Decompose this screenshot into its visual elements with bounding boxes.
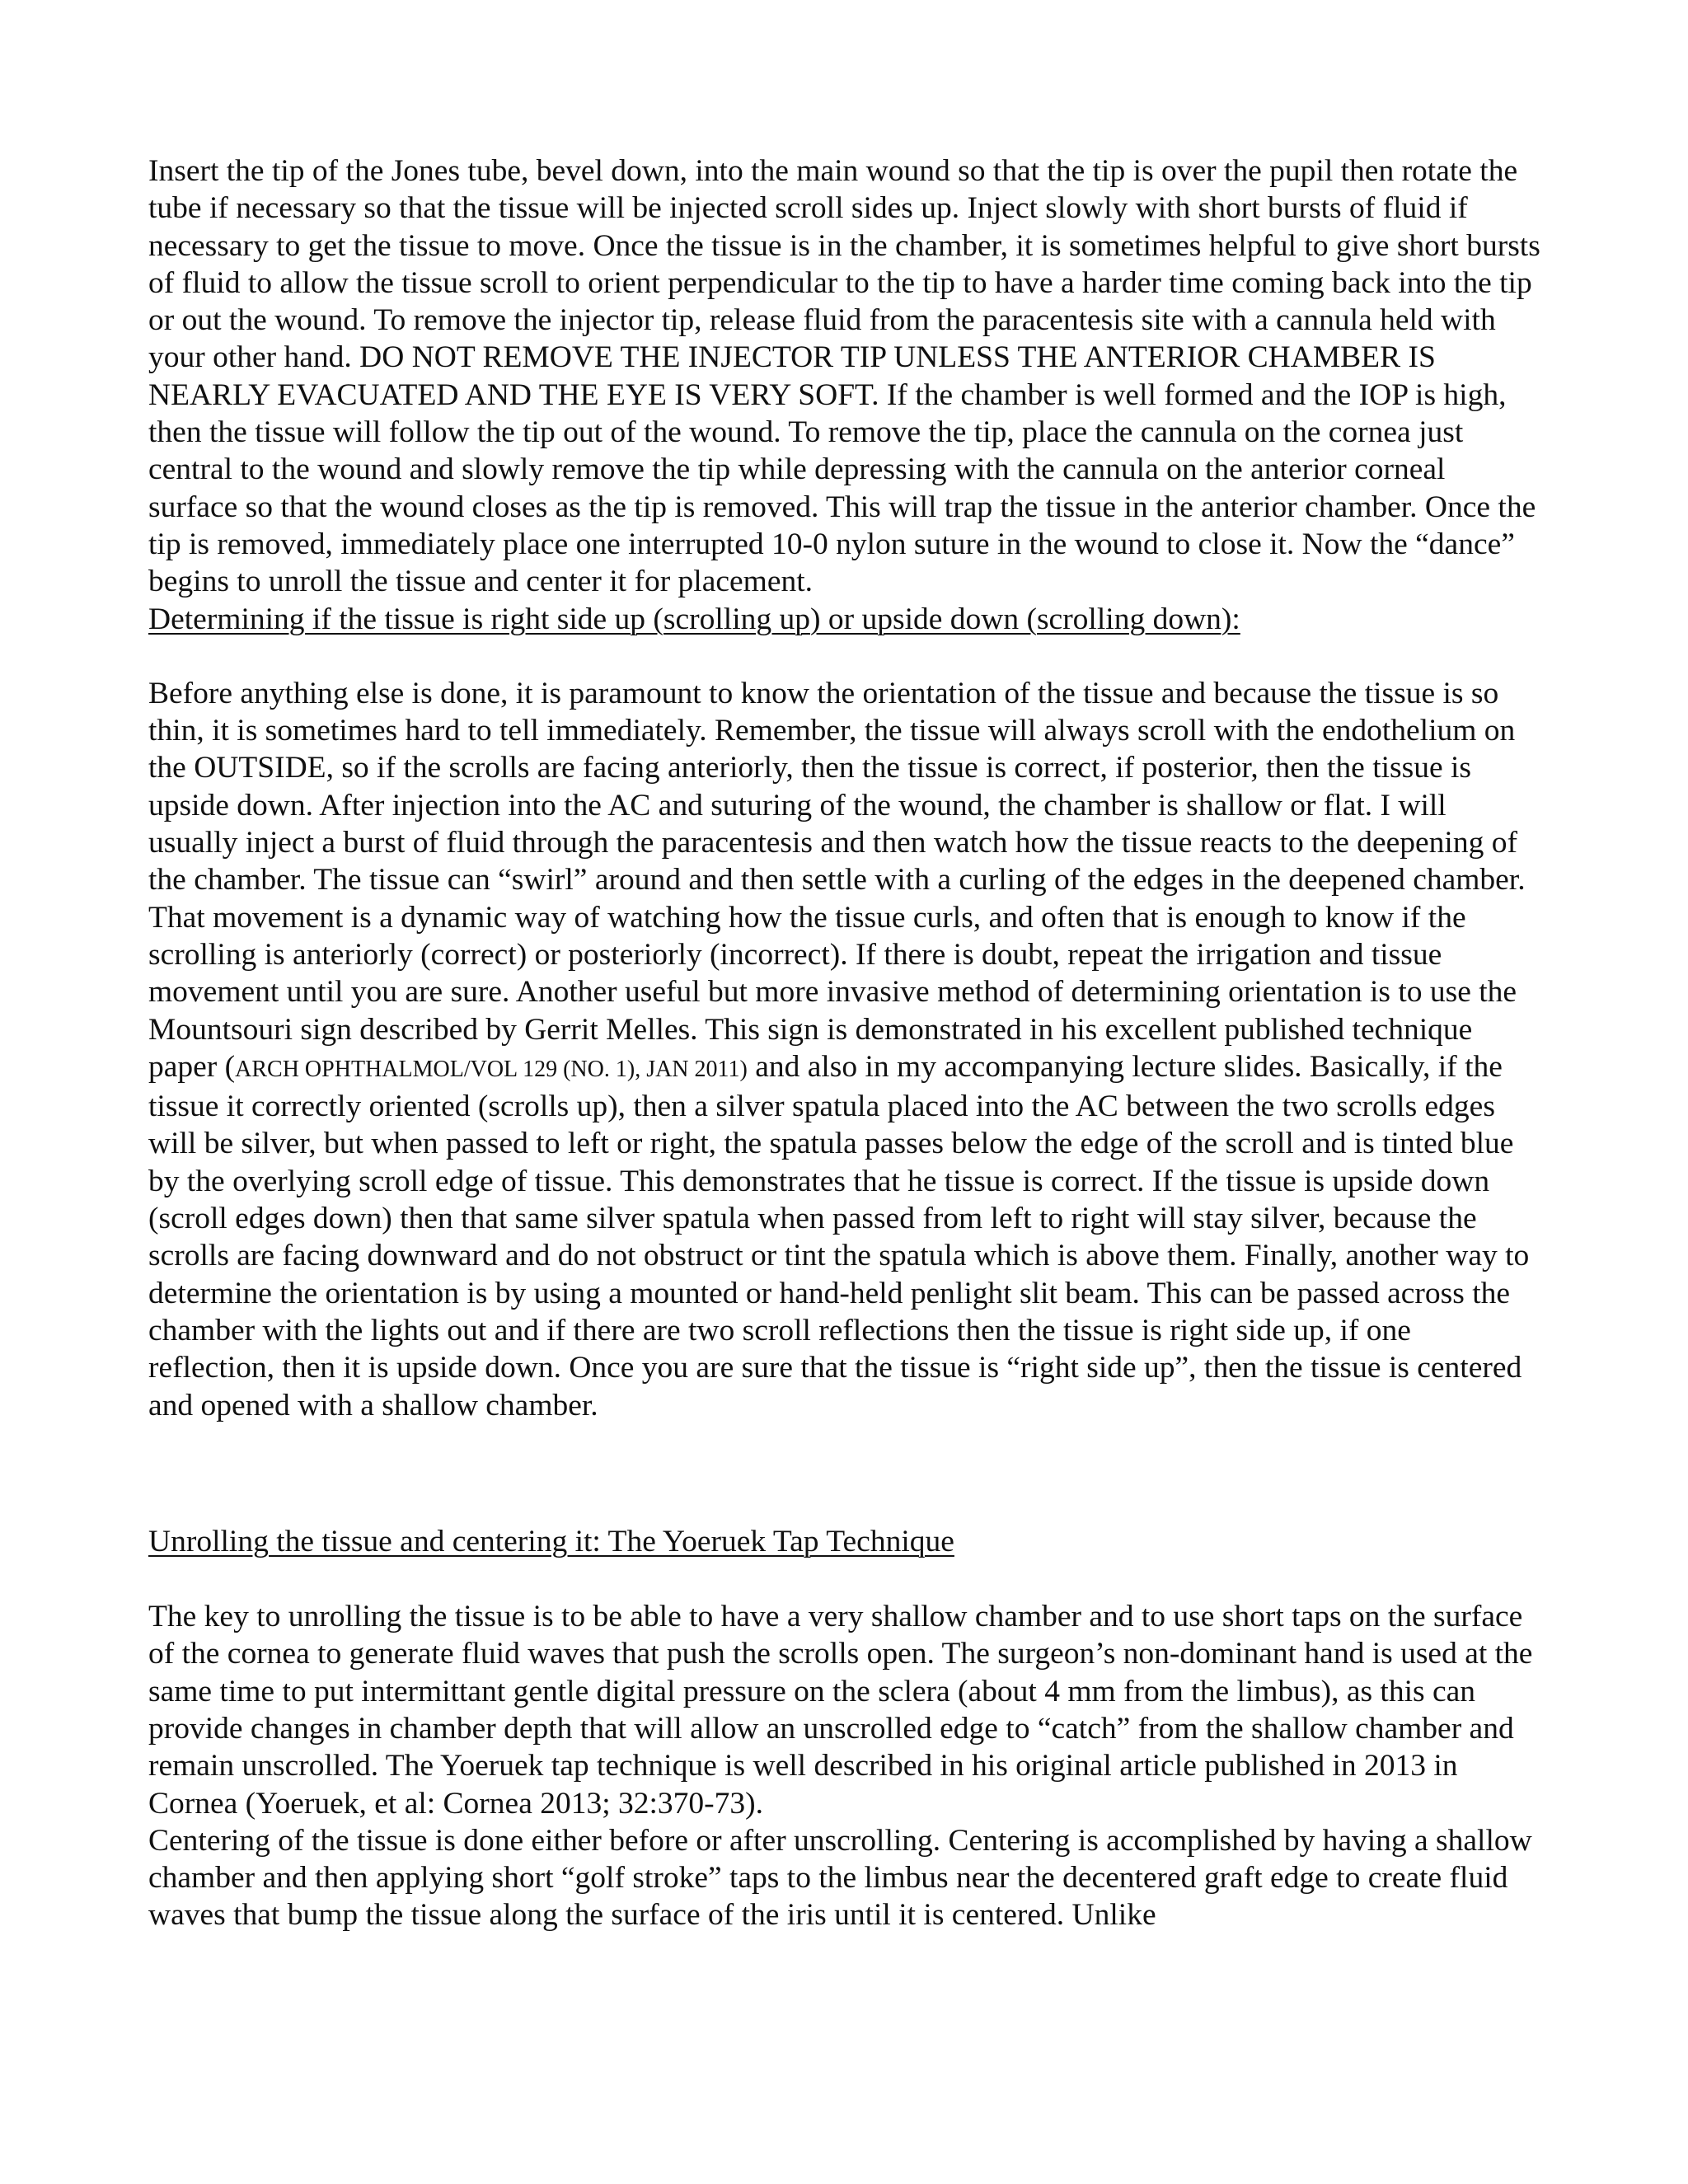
paragraph-centering: Centering of the tissue is done either before or after unscrolling. Centering is accomplished by having a shallow chamber and then applying short “golf stroke” taps to the limbus near the decentered graft edge to create fluid waves that bump the tissue along the surface of the iris until it is centered. Unlike (148, 1823, 1532, 1933)
paragraph-orientation-text-1: Before anything else is done, it is paramount to know the orientation of the tissue and because the tissue is so thin, it is sometimes hard to tell immediately. Remember, the tissue will always scroll with the endothelium on the OUTSIDE, so if the scrolls are facing anteriorly, then the tissue is correct, if posterior, then the tissue is upside down. After injection into the AC and suturing of the wound, the chamber is shallow or flat. I will usually inject a burst of fluid through the paracentesis and then watch how the tissue reacts to the deepening of the chamber. The tissue can “swirl” around and then settle with a curling of the edges in the deepened chamber. That movement is a dynamic way of watching how the tissue curls, and often that is enough to know if the scrolling is anteriorly (correct) or posteriorly (incorrect). If there is doubt, repeat the irrigation and tissue movement until you are sure. Another useful but more invasive method of determining orientation is to use the Mountsouri sign described by Gerrit Melles. This sign is demonstrated in his excellent published technique paper ( (148, 676, 1526, 1084)
citation-arch-ophthalmol: ARCH OPHTHALMOL/VOL 129 (NO. 1), JAN 2011) (235, 1056, 748, 1082)
paragraph-unrolling: The key to unrolling the tissue is to be able to have a very shallow chamber and to use short taps on the surface of the cornea to generate fluid waves that push the scrolls open. The surgeon’s non-dominant hand is used at the same time to put intermittant gentle digital pressure on the sclera (about 4 mm from the limbus), as this can provide changes in chamber depth that will allow an unscrolled edge to “catch” from the shallow chamber and remain unscrolled. The Yoeruek tap technique is well described in his original article published in 2013 in Cornea (Yoeruek, et al: Cornea 2013; 32:370-73). (148, 1600, 1533, 1821)
spacer (148, 638, 1541, 675)
paragraph-orientation (148, 675, 1541, 1424)
paragraph-jones-tube-insertion: Insert the tip of the Jones tube, bevel down, into the main wound so that the tip is over the pupil then rotate the tube if necessary so that the tissue will be injected scroll sides up. Inject slowly with short bursts of fluid if necessary to get the tissue to move. Once the tissue is in the chamber, it is sometimes helpful to give short bursts of fluid to allow the tissue scroll to orient perpendicular to the tip to have a harder time coming back into the tip or out the wound. To remove the injector tip, release fluid from the paracentesis site with a cannula held with your other hand. DO NOT REMOVE THE INJECTOR TIP UNLESS THE ANTERIOR CHAMBER IS NEARLY EVACUATED AND THE EYE IS VERY SOFT. If the chamber is well formed and the IOP is high, then the tissue will follow the tip out of the wound. To remove the tip, place the cannula on the cornea just central to the wound and slowly remove the tip while depressing with the cannula on the anterior corneal surface so that the wound closes as the tip is removed. This will trap the tissue in the anterior chamber. Once the tip is removed, immediately place one interrupted 10-0 nylon suture in the wound to close it. Now the “dance” begins to unroll the tissue and center it for placement. (148, 154, 1540, 599)
spacer (148, 1560, 1541, 1598)
paragraph-orientation-text-2: and also in my accompanying lecture slides. Basically, if the tissue it correctly oriented (scrolls up), then a silver spatula placed into the AC between the two scrolls edges will be silver, but when passed to left or right, the spatula passes below the edge of the scroll and is tinted blue by the overlying scroll edge of tissue. This demonstrates that he tissue is correct. If the tissue is upside down (scroll edges down) then that same silver spatula when passed from left to right will stay silver, because the scrolls are facing downward and do not obstruct or tint the spatula which is above them. Finally, another way to determine the orientation is by using a mounted or hand-held penlight slit beam. This can be passed across the chamber with the lights out and if there are two scroll reflections then the tissue is right side up, if one reflection, then it is upside down. Once you are sure that the tissue is “right side up”, then the tissue is centered and opened with a shallow chamber. (148, 1049, 1530, 1422)
section-heading-orientation: Determining if the tissue is right side up (scrolling up) or upside down (scrolling down): (148, 602, 1240, 636)
spacer (148, 1424, 1541, 1523)
document-body (148, 152, 1541, 1934)
section-heading-yoeruek-tap: Unrolling the tissue and centering it: The Yoeruek Tap Technique (148, 1524, 954, 1558)
